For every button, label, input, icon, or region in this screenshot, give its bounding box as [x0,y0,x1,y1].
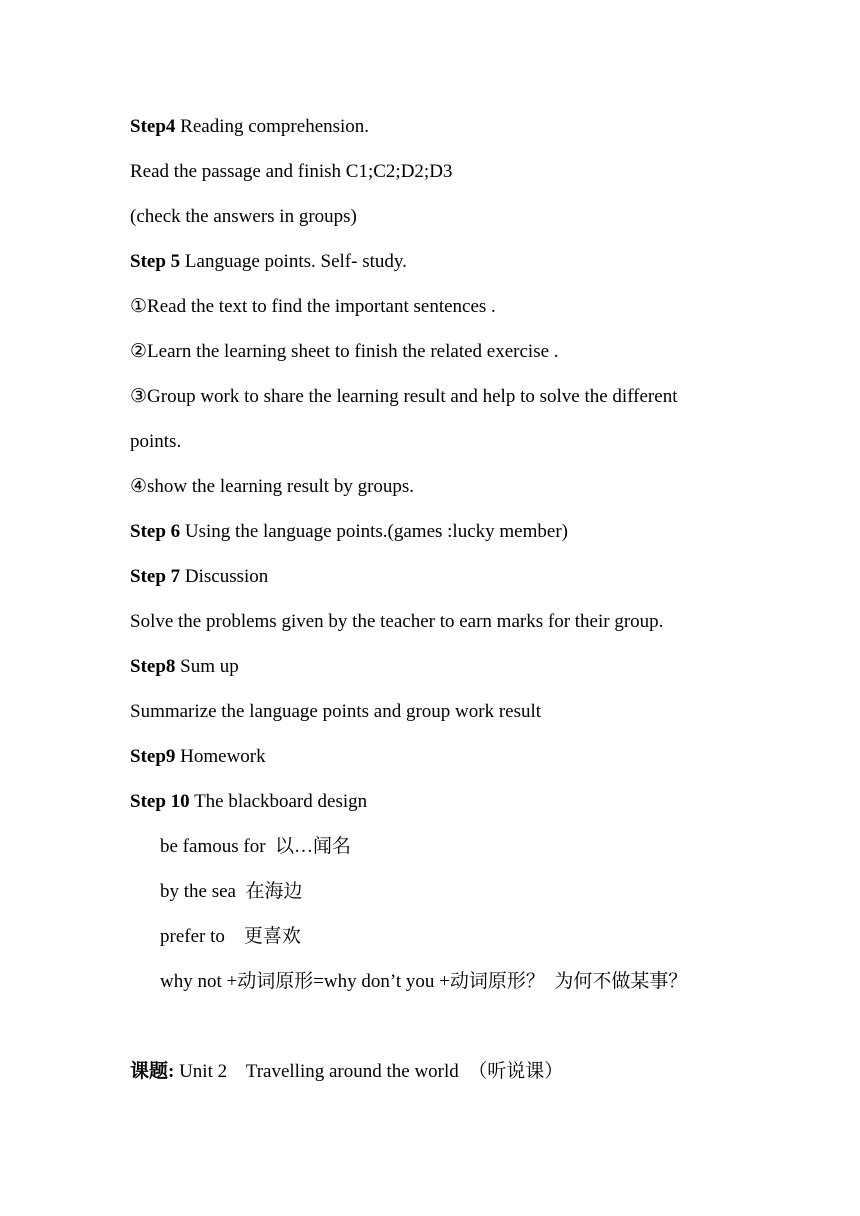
step-text: The blackboard design [189,791,368,812]
step-text: Sum up [175,656,239,677]
step7-heading [130,565,268,589]
phrase-line [160,880,302,904]
phrase-text: by the sea 在海边 [160,881,303,902]
line-text: ③Group work to share the learning result and help to solve the different [130,386,678,407]
line-text: Read the passage and finish C1;C2;D2;D3 [130,161,453,182]
text-line [130,700,541,724]
lesson-title [130,1060,563,1084]
phrase-text: prefer to 更喜欢 [160,926,301,947]
text-line [130,385,677,409]
line-text: points. [130,431,182,452]
text-line [130,205,357,229]
step-label: Step8 [130,656,176,677]
step6-heading [130,520,568,544]
step-text: Using the language points.(games :lucky member) [180,521,568,542]
lesson-text: Unit 2 Travelling around the world （听说课） [174,1061,564,1082]
step-text: Discussion [180,566,269,587]
line-text: ①Read the text to find the important sentences . [130,296,496,317]
phrase-line [160,835,351,859]
lesson-label: 课题: [130,1061,175,1082]
step-text: Reading comprehension. [175,116,370,137]
step10-heading [130,790,367,814]
step-label: Step 7 [130,566,181,587]
text-line [130,295,496,319]
step5-heading [130,250,407,274]
line-text: (check the answers in groups) [130,206,357,227]
step-text: Homework [175,746,266,767]
step-label: Step4 [130,116,176,137]
text-line [130,475,414,499]
step-label: Step9 [130,746,176,767]
step-label: Step 5 [130,251,181,272]
line-text: ④show the learning result by groups. [130,476,415,497]
text-line [130,340,559,364]
step-label: Step 6 [130,521,181,542]
step4-heading [130,115,369,139]
line-text: Summarize the language points and group work result [130,701,542,722]
phrase-line [160,925,301,949]
phrase-text: why not +动词原形=why don’t you +动词原形？ 为何不做某事？ [160,971,688,992]
step8-heading [130,655,239,679]
step9-heading [130,745,266,769]
text-line [130,160,452,184]
line-text: ②Learn the learning sheet to finish the related exercise . [130,341,559,362]
step-text: Language points. Self- study. [180,251,407,272]
step-label: Step 10 [130,791,190,812]
phrase-line [160,970,687,994]
line-text: Solve the problems given by the teacher to earn marks for their group. [130,611,664,632]
text-line [130,610,663,634]
phrase-text: be famous for 以…闻名 [160,836,352,857]
text-line [130,430,181,454]
